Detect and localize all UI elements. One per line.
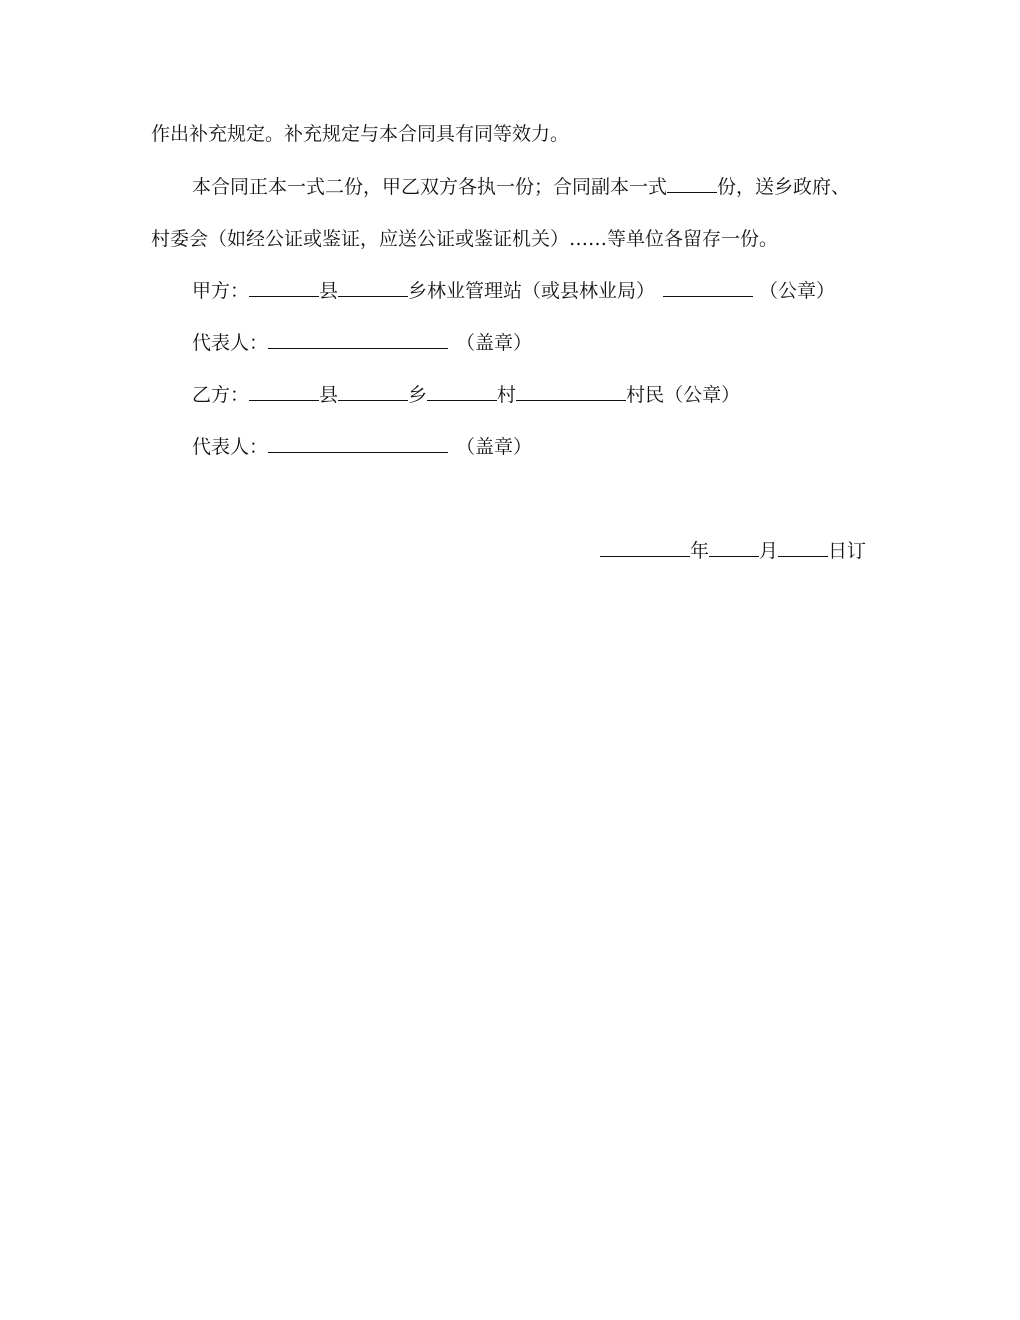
- representative-label: 代表人：: [192, 332, 269, 354]
- representative-blank: [268, 330, 448, 349]
- month-label: 月: [759, 540, 779, 562]
- party-b-label: 乙方：: [192, 384, 250, 406]
- day-blank: [778, 538, 828, 557]
- county-blank: [249, 382, 319, 401]
- year-label: 年: [690, 540, 710, 562]
- party-a-label: 甲方：: [192, 280, 250, 302]
- signing-date-line: [600, 538, 866, 564]
- paragraph-text: 份，送乡政府、: [717, 176, 851, 198]
- representative-seal-label: （盖章）: [456, 332, 533, 354]
- paragraph-line: [151, 121, 569, 147]
- villager-name-blank: [516, 382, 626, 401]
- party-a-name-blank: [663, 278, 753, 297]
- county-blank: [249, 278, 319, 297]
- party-a-seal-label: （公章）: [759, 280, 836, 302]
- villager-seal-label: 村民（公章）: [626, 384, 741, 406]
- village-blank: [427, 382, 497, 401]
- representative-blank: [268, 434, 448, 453]
- representative-seal-label: （盖章）: [456, 436, 533, 458]
- month-blank: [709, 538, 759, 557]
- paragraph-line: [151, 226, 778, 252]
- paragraph-text: 本合同正本一式二份，甲乙双方各执一份；合同副本一式: [192, 176, 668, 198]
- county-label: 县: [319, 384, 339, 406]
- party-b-line: [192, 382, 740, 408]
- year-blank: [600, 538, 690, 557]
- party-b-representative-line: [192, 434, 532, 460]
- party-a-representative-line: [192, 330, 532, 356]
- paragraph-text: 作出补充规定。补充规定与本合同具有同等效力。: [151, 123, 570, 145]
- township-blank: [338, 278, 408, 297]
- forestry-station-label: 乡林业管理站（或县林业局）: [408, 280, 656, 302]
- county-label: 县: [319, 280, 339, 302]
- village-label: 村: [497, 384, 517, 406]
- representative-label: 代表人：: [192, 436, 269, 458]
- township-blank: [338, 382, 408, 401]
- paragraph-text: 村委会（如经公证或鉴证，应送公证或鉴证机关）……等单位各留存一份。: [151, 228, 779, 250]
- township-label: 乡: [408, 384, 428, 406]
- copies-blank: [667, 174, 717, 193]
- paragraph-line: [192, 174, 850, 200]
- party-a-line: [192, 278, 835, 304]
- day-label: 日订: [828, 540, 867, 562]
